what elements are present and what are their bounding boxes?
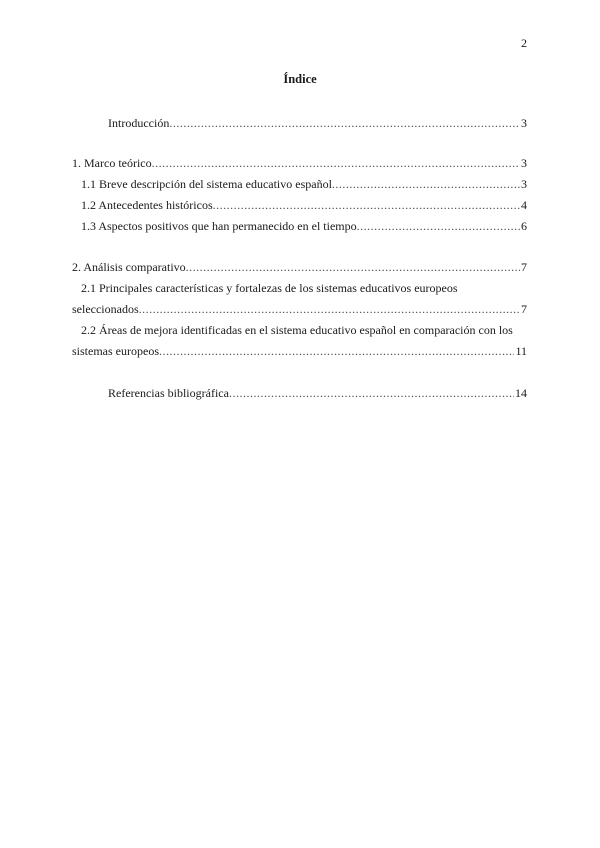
toc-entry-page: 3 xyxy=(521,116,527,130)
toc-entry-label: seleccionados xyxy=(72,302,139,316)
dot-leader xyxy=(159,343,514,359)
page-title: Índice xyxy=(283,72,317,86)
toc-entry-referencias[interactable] xyxy=(108,385,527,401)
dot-leader xyxy=(332,176,520,192)
toc-entry-2-2-line1[interactable]: 2.2 Áreas de mejora identificadas en el sistema educativo español en comparación con los xyxy=(81,323,513,337)
toc-entry-label: 1. Marco teórico xyxy=(72,156,152,170)
toc-entry-page: 6 xyxy=(521,219,527,233)
dot-leader xyxy=(139,301,520,317)
toc-entry-label: 1.3 Aspectos positivos que han permanecido en el tiempo xyxy=(81,219,357,233)
toc-entry-2-2[interactable] xyxy=(72,343,527,359)
toc-entry-page: 3 xyxy=(521,156,527,170)
dot-leader xyxy=(357,218,520,234)
toc-entry-introduccion[interactable] xyxy=(108,115,527,131)
toc-entry-label: Referencias bibliográfica xyxy=(108,386,229,400)
dot-leader xyxy=(229,385,514,401)
toc-entry-1-2[interactable] xyxy=(81,197,527,213)
dot-leader xyxy=(213,197,520,213)
toc-entry-label: 1.1 Breve descripción del sistema educativo español xyxy=(81,177,332,191)
toc-entry-label: Introducción xyxy=(108,116,170,130)
toc-entry-2-1[interactable] xyxy=(72,301,527,317)
dot-leader xyxy=(186,259,520,275)
toc-entry-label: 2. Análisis comparativo xyxy=(72,260,186,274)
toc-entry-page: 11 xyxy=(515,344,527,358)
toc-entry-marco-teorico[interactable] xyxy=(72,155,527,171)
toc-entry-page: 14 xyxy=(515,386,527,400)
toc-entry-label: 1.2 Antecedentes históricos xyxy=(81,198,213,212)
toc-entry-page: 4 xyxy=(521,198,527,212)
toc-entry-page: 3 xyxy=(521,177,527,191)
toc-entry-page: 7 xyxy=(521,260,527,274)
toc-entry-1-3[interactable] xyxy=(81,218,527,234)
toc-entry-2-1-line1[interactable]: 2.1 Principales características y fortalezas de los sistemas educativos europeos xyxy=(81,281,458,295)
dot-leader xyxy=(169,115,520,131)
toc-entry-analisis-comparativo[interactable] xyxy=(72,259,527,275)
toc-entry-page: 7 xyxy=(521,302,527,316)
page-number: 2 xyxy=(521,36,527,50)
toc-entry-1-1[interactable] xyxy=(81,176,527,192)
dot-leader xyxy=(152,155,520,171)
toc-entry-label: sistemas europeos xyxy=(72,344,159,358)
